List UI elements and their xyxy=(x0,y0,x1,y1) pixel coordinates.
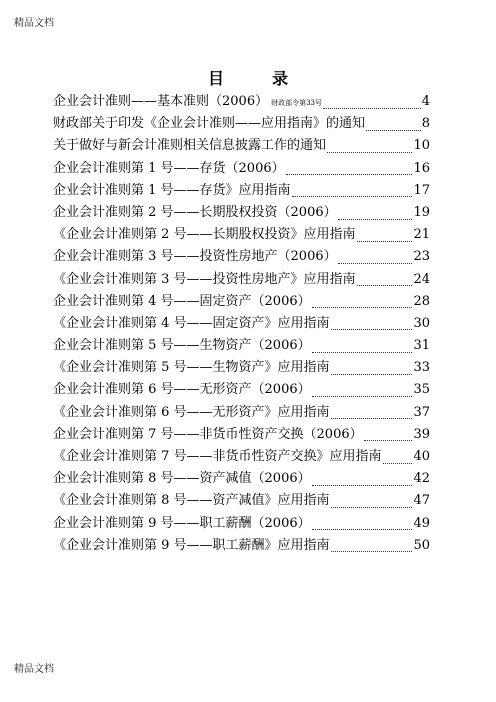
dot-leader xyxy=(292,196,413,197)
dot-leader xyxy=(338,263,413,264)
toc-entry[interactable] xyxy=(53,468,430,490)
dot-leader xyxy=(357,285,413,286)
toc-entry-text: 企业会计准则第 8 号——资产减值（2006） xyxy=(53,471,311,487)
toc-entry[interactable] xyxy=(53,91,430,113)
toc-page-number: 8 xyxy=(421,116,430,132)
toc-page-number: 17 xyxy=(413,182,430,198)
toc-entry-text: 《企业会计准则第 3 号——投资性房地产》应用指南 xyxy=(53,271,356,287)
toc-entry[interactable] xyxy=(53,313,430,335)
table-of-contents xyxy=(53,91,430,557)
toc-page-number: 40 xyxy=(413,449,430,464)
toc-entry-text: 企业会计准则第 9 号——职工薪酬（2006） xyxy=(53,515,311,531)
toc-page-number: 49 xyxy=(413,515,430,531)
dot-leader xyxy=(331,551,413,552)
toc-entry-text: 财政部关于印发《企业会计准则——应用指南》的通知 xyxy=(53,116,366,132)
dot-leader xyxy=(331,329,413,330)
toc-page-number: 4 xyxy=(421,94,430,109)
toc-entry-text: 《企业会计准则第 9 号——职工薪酬》应用指南 xyxy=(53,537,330,553)
dot-leader xyxy=(312,307,413,308)
toc-page-number: 35 xyxy=(413,382,430,398)
header-watermark: 精品文档 xyxy=(14,18,54,29)
dot-leader xyxy=(327,152,412,153)
toc-title xyxy=(0,66,496,89)
toc-entry-text: 企业会计准则第 6 号——无形资产（2006） xyxy=(53,382,311,398)
dot-leader xyxy=(312,485,413,486)
toc-entry-text: 关于做好与新会计准则相关信息披露工作的通知 xyxy=(53,138,327,154)
dot-leader xyxy=(286,174,413,175)
toc-page-number: 28 xyxy=(413,293,430,309)
toc-page-number: 16 xyxy=(413,160,430,176)
toc-page-number: 23 xyxy=(413,249,430,265)
toc-entry[interactable] xyxy=(53,424,430,446)
dot-leader xyxy=(331,507,413,508)
toc-entry-text: 《企业会计准则第 2 号——长期股权投资》应用指南 xyxy=(53,227,356,243)
toc-entry[interactable] xyxy=(53,490,430,512)
toc-entry-text: 企业会计准则第 5 号——生物资产（2006） xyxy=(53,338,311,354)
toc-page-number: 31 xyxy=(413,338,430,354)
dot-leader xyxy=(364,440,413,441)
toc-entry-text: 企业会计准则第 4 号——固定资产（2006） xyxy=(53,293,311,309)
toc-entry-text: 《企业会计准则第 5 号——生物资产》应用指南 xyxy=(53,360,330,376)
toc-entry-text: 企业会计准则——基本准则（2006） xyxy=(53,94,269,109)
dot-leader xyxy=(366,130,421,131)
toc-entry-text: 企业会计准则第 7 号——非货币性资产交换（2006） xyxy=(53,426,363,442)
toc-entry-text: 《企业会计准则第 6 号——无形资产》应用指南 xyxy=(53,404,330,420)
toc-page-number: 37 xyxy=(413,404,430,420)
toc-page-number: 19 xyxy=(413,204,430,220)
toc-entry-text: 企业会计准则第 3 号——投资性房地产（2006） xyxy=(53,249,337,265)
dot-leader xyxy=(357,241,413,242)
toc-entry[interactable] xyxy=(53,357,430,379)
toc-entry[interactable] xyxy=(53,224,430,246)
toc-entry[interactable] xyxy=(53,402,430,424)
toc-entry-text: 企业会计准则第 1 号——存货》应用指南 xyxy=(53,182,291,198)
toc-entry[interactable] xyxy=(53,535,430,557)
dot-leader xyxy=(312,352,413,353)
toc-entry[interactable] xyxy=(53,202,430,224)
dot-leader xyxy=(312,396,413,397)
toc-page-number: 50 xyxy=(413,537,430,553)
toc-entry[interactable] xyxy=(53,135,430,157)
toc-entry-text: 《企业会计准则第 4 号——固定资产》应用指南 xyxy=(53,315,330,331)
toc-page-number: 10 xyxy=(413,138,430,154)
dot-leader xyxy=(331,418,413,419)
toc-entry-text: 企业会计准则第 1 号——存货（2006） xyxy=(53,160,285,176)
toc-page-number: 47 xyxy=(413,493,430,509)
dot-leader xyxy=(312,529,413,530)
toc-entry[interactable] xyxy=(53,246,430,268)
toc-entry[interactable] xyxy=(53,335,430,357)
toc-page-number: 21 xyxy=(413,227,430,243)
dot-leader xyxy=(323,108,421,109)
toc-entry-note: 财政部令第33号 xyxy=(271,99,323,107)
toc-entry-text: 《企业会计准则第 7 号——非货币性资产交换》应用指南 xyxy=(53,449,382,464)
toc-entry-text: 企业会计准则第 2 号——长期股权投资（2006） xyxy=(53,204,337,220)
toc-page-number: 30 xyxy=(413,315,430,331)
toc-entry[interactable] xyxy=(53,269,430,291)
toc-title-char-1: 目 xyxy=(207,69,224,88)
toc-entry[interactable] xyxy=(53,379,430,401)
toc-entry[interactable] xyxy=(53,158,430,180)
footer-watermark: 精品文档 xyxy=(14,664,54,675)
toc-entry[interactable] xyxy=(53,180,430,202)
dot-leader xyxy=(331,374,413,375)
toc-entry[interactable] xyxy=(53,291,430,313)
toc-entry[interactable] xyxy=(53,513,430,535)
toc-page-number: 33 xyxy=(413,360,430,376)
toc-title-char-2: 录 xyxy=(272,69,289,88)
dot-leader xyxy=(383,463,413,464)
toc-page-number: 39 xyxy=(413,426,430,442)
toc-page-number: 42 xyxy=(413,471,430,487)
toc-entry[interactable] xyxy=(53,446,430,468)
toc-entry[interactable] xyxy=(53,113,430,135)
toc-page-number: 24 xyxy=(413,271,430,287)
dot-leader xyxy=(338,219,413,220)
toc-entry-text: 《企业会计准则第 8 号——资产减值》应用指南 xyxy=(53,493,330,509)
